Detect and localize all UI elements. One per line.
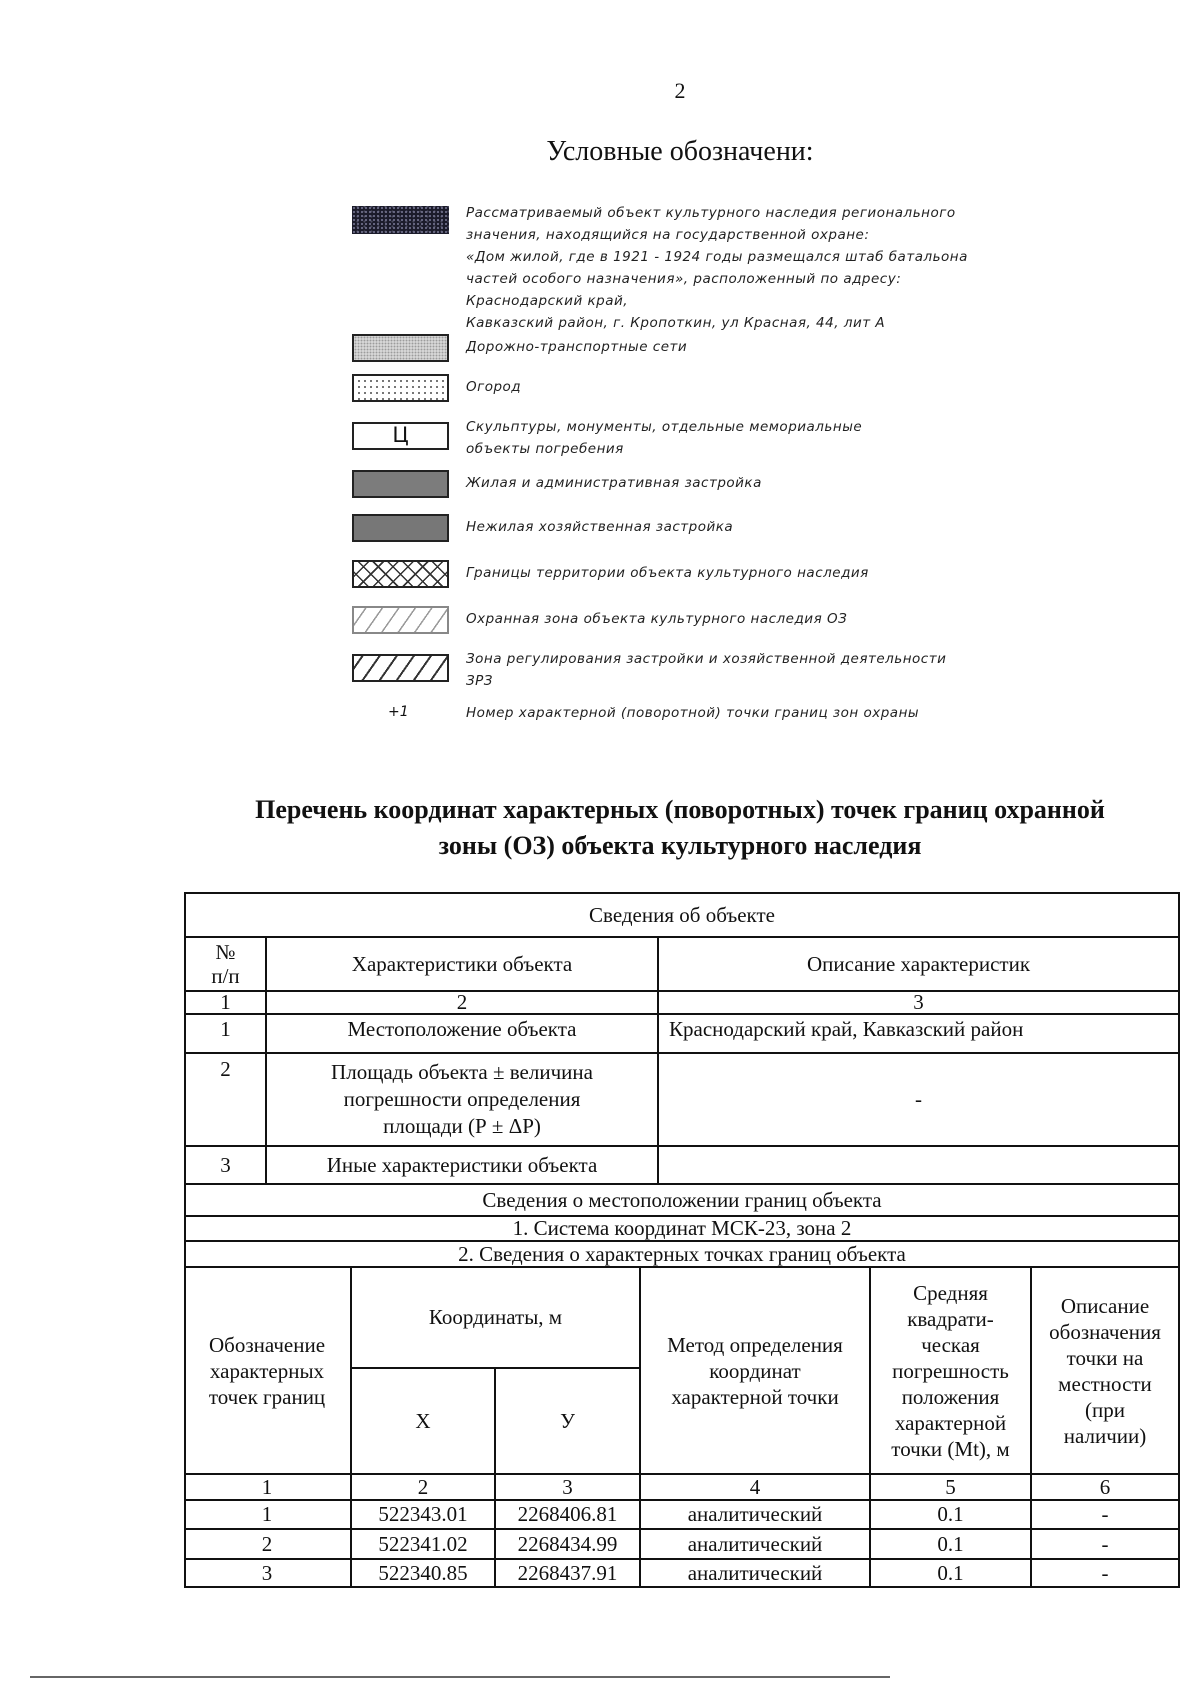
table-row-error: 0.1	[937, 1560, 964, 1585]
header-number-cell: 2	[456, 990, 468, 1014]
legend-item-label: Границы территории объекта культурного наследия	[466, 565, 869, 581]
table-row-num: 3	[220, 1152, 231, 1177]
table-row-point-id: 2	[261, 1531, 273, 1556]
legend-item-label: Скульптуры, монументы, отдельные мемориальные объекты погребения	[466, 419, 863, 457]
monument-swatch	[352, 422, 449, 450]
legend-item-label: Дорожно-транспортные сети	[466, 339, 688, 355]
header-number-cell: 4	[749, 1474, 761, 1499]
coord-system: 1. Система координат МСК-23, зона 2	[512, 1216, 852, 1240]
header-point-description: Описание обозначения точки на местности (при наличии)	[1049, 1293, 1161, 1448]
header-coordinates: Координаты, м	[428, 1305, 563, 1329]
table-row-y: 2268406.81	[517, 1502, 618, 1526]
residential-buildings-swatch	[352, 470, 449, 498]
table-row-num: 1	[220, 1017, 231, 1041]
legend-item-label: Рассматриваемый объект культурного наследия регионального значения, находящийся на государственной охране: «Дом жилой, где в 1921 - 1924 годы размещался штаб батальона частей особого назначения», расположенный по адресу: Краснодарский край, Кавказский район, г. Кропоткин, ул Красная, 44, лит А	[466, 205, 968, 331]
table-row-point-id: 1	[261, 1502, 273, 1526]
regulation-zone-hatch-swatch	[352, 654, 449, 682]
header-description: Описание характеристик	[806, 951, 1031, 976]
header-number-cell: 2	[417, 1474, 429, 1499]
header-error: Средняя квадрати- ческая погрешность положения характерной точки (Mt), м	[891, 1280, 1010, 1461]
object-section-title: Сведения об объекте	[589, 902, 775, 927]
header-num: № п/п	[211, 940, 240, 988]
legend-item-label: Огород	[466, 379, 522, 395]
header-number-cell: 1	[261, 1474, 273, 1499]
page-number: 2	[674, 78, 686, 103]
header-number-cell: 3	[913, 990, 924, 1014]
table-row-description: -	[915, 1087, 922, 1111]
table-row-characteristic: Местоположение объекта	[347, 1017, 577, 1041]
table-row-point-id: 3	[261, 1560, 273, 1585]
header-designation: Обозначение характерных точек границ	[208, 1332, 326, 1409]
header-number-cell: 5	[945, 1474, 956, 1499]
table-row-error: 0.1	[937, 1502, 964, 1526]
legend-item-label: Нежилая хозяйственная застройка	[466, 519, 734, 535]
table-row-characteristic: Площадь объекта ± величина погрешности определения площади (Р ± ΔР)	[331, 1060, 593, 1138]
heritage-territory-hatch-swatch	[352, 560, 449, 588]
monument-icon: Ц	[392, 423, 409, 447]
garden-swatch	[352, 374, 449, 402]
list-title: Перечень координат характерных (поворотных) точек границ охранной зоны (ОЗ) объекта культурного наследия	[255, 795, 1105, 860]
table-row-method: аналитический	[687, 1531, 823, 1556]
header-number-cell: 3	[562, 1474, 573, 1499]
cultural-heritage-object-swatch	[352, 206, 449, 234]
table-row-x: 522340.85	[378, 1560, 468, 1585]
header-characteristics: Характеристики объекта	[351, 951, 573, 976]
table-row-description: Краснодарский край, Кавказский район	[669, 1017, 1024, 1041]
table-row-method: аналитический	[687, 1560, 823, 1585]
non-residential-buildings-swatch	[352, 514, 449, 542]
table-row-description	[659, 1147, 1178, 1183]
table-row-num: 2	[220, 1057, 231, 1081]
table-row-x: 522341.02	[378, 1531, 468, 1556]
legend-item-label: Зона регулирования застройки и хозяйственной деятельности ЗРЗ	[466, 651, 947, 689]
road-network-swatch	[352, 334, 449, 362]
table-row-x: 522343.01	[378, 1502, 468, 1526]
header-number-cell: 1	[220, 990, 231, 1014]
header-method: Метод определения координат характерной точки	[667, 1332, 843, 1409]
table-row-description: -	[1101, 1531, 1109, 1556]
protection-zone-hatch-swatch	[352, 606, 449, 634]
header-x: X	[415, 1408, 431, 1433]
table-row-y: 2268437.91	[517, 1560, 618, 1585]
table-row-description: -	[1101, 1560, 1109, 1585]
table-row-error: 0.1	[937, 1531, 964, 1556]
table-row-description: -	[1101, 1502, 1109, 1526]
legend-item-label: Номер характерной (поворотной) точки границ зон охраны	[466, 705, 920, 721]
legend-item-label: Охранная зона объекта культурного наследия ОЗ	[466, 611, 848, 627]
table-row-y: 2268434.99	[517, 1531, 618, 1556]
legend-title: Условные обозначени:	[546, 136, 814, 167]
points-section-title: 2. Сведения о характерных точках границ объекта	[458, 1241, 906, 1266]
table-row-characteristic: Иные характеристики объекта	[326, 1152, 598, 1177]
scan-bottom-line	[30, 1676, 890, 1678]
legend-item-label: Жилая и административная застройка	[466, 475, 762, 491]
coordinates-table	[184, 892, 1180, 1588]
table-row-method: аналитический	[687, 1502, 823, 1526]
header-y: У	[560, 1408, 575, 1433]
location-section-title: Сведения о местоположении границ объекта	[482, 1187, 882, 1212]
header-number-cell: 6	[1099, 1474, 1111, 1499]
turning-point-mark-icon: +1	[388, 704, 409, 720]
